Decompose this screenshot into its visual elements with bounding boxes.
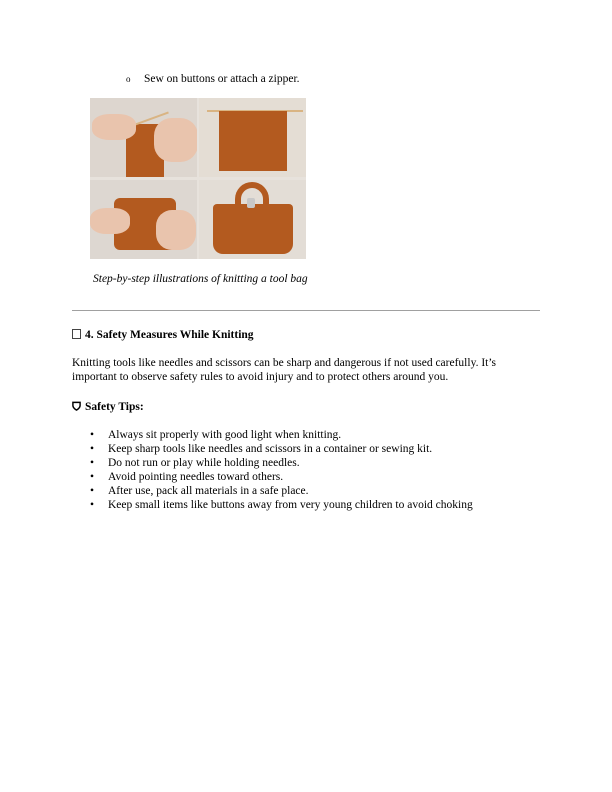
shield-icon (72, 401, 81, 411)
figure-caption: Step-by-step illustrations of knitting a tool bag (93, 273, 308, 285)
bullet-icon: • (90, 485, 95, 497)
list-item: • Keep sharp tools like needles and scissors in a container or sewing kit. (90, 443, 433, 455)
bullet-icon: • (90, 457, 95, 469)
bullet-icon: • (90, 499, 95, 511)
list-item: • After use, pack all materials in a safe place. (90, 485, 309, 497)
list-item: • Keep small items like buttons away from very young children to avoid choking (90, 499, 473, 511)
hollow-circle-bullet-icon: o (126, 74, 131, 84)
list-item: • Do not run or play while holding needles. (90, 457, 300, 469)
safety-tips-heading (72, 401, 144, 413)
section-heading (72, 329, 254, 341)
panel-knitting-hands (90, 98, 197, 177)
panel-shaping-bag (90, 180, 197, 259)
sub-bullet-text: Sew on buttons or attach a zipper. (144, 73, 300, 85)
section-heading-text: 4. Safety Measures While Knitting (85, 329, 254, 341)
sub-bullet-item (126, 72, 300, 86)
safety-tips-heading-text: Safety Tips: (85, 401, 144, 413)
bullet-icon: • (90, 471, 95, 483)
panel-knitted-rectangle (199, 98, 306, 177)
section-paragraph: Knitting tools like needles and scissors can be sharp and dangerous if not used carefully. It’s important to observe safety rules to avoid injury and to protect others around you. (72, 357, 497, 383)
safety-tips-list (90, 428, 473, 512)
horizontal-divider (72, 310, 540, 311)
tool-bag-illustration (90, 98, 306, 259)
list-item: • Always sit properly with good light when knitting. (90, 429, 342, 441)
list-item: • Avoid pointing needles toward others. (90, 471, 284, 483)
bullet-icon: • (90, 429, 95, 441)
bullet-icon: • (90, 443, 95, 455)
missing-glyph-box-icon (72, 329, 81, 339)
panel-finished-tool-bag (199, 180, 306, 259)
